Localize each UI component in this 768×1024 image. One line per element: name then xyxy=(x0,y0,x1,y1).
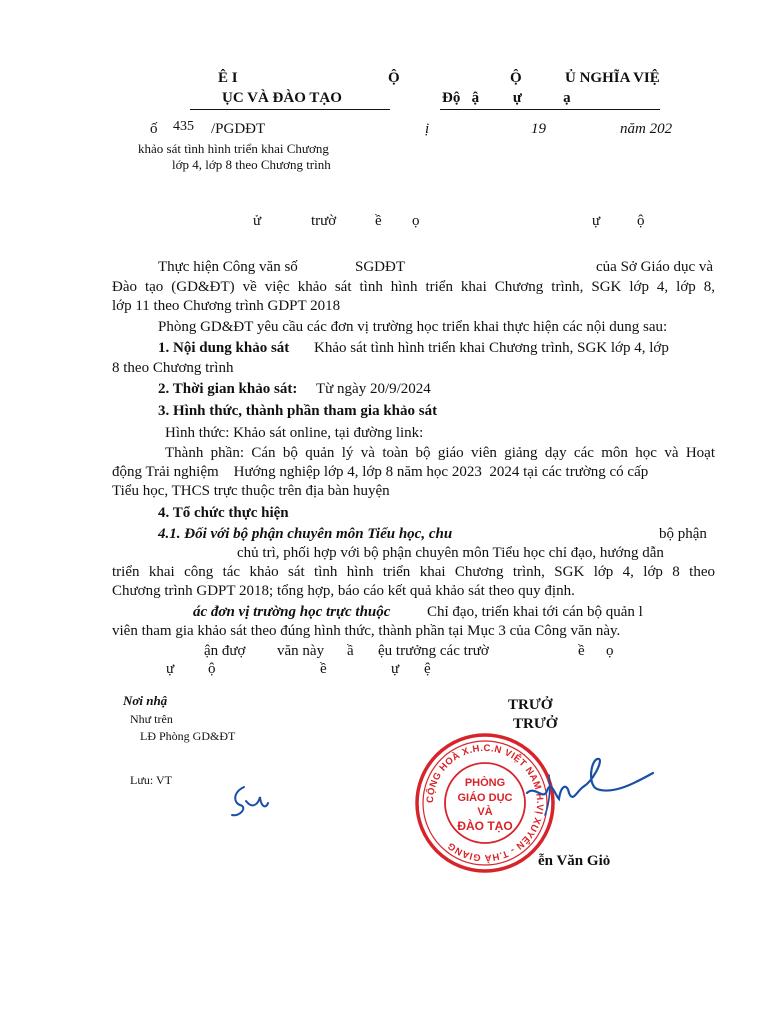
header-right-underline xyxy=(440,109,660,110)
date-place: ị xyxy=(425,121,430,137)
closing-2d: ự xyxy=(391,661,400,677)
motto-fragment-2: Ộ xyxy=(510,70,522,86)
recipient-part1: ử xyxy=(253,213,262,229)
section3-title: 3. Hình thức, thành phần tham gia khảo sát xyxy=(158,403,438,419)
closing-1d: ệu trưởng các trườ xyxy=(378,643,489,659)
subject-line2: lớp 4, lớp 8 theo Chương trình xyxy=(172,157,331,172)
p1-line1-a: Thực hiện Công văn số xyxy=(158,259,298,275)
closing-2b: ộ xyxy=(208,661,216,677)
date-year: năm 202 xyxy=(620,121,673,137)
section42-text: Chỉ đạo, triển khai tới cán bộ quản l xyxy=(427,604,643,620)
agency-name-line1: Ê I xyxy=(218,70,238,86)
closing-1c: ầ xyxy=(347,643,354,659)
p1-line3: lớp 11 theo Chương trình GDPT 2018 xyxy=(112,298,341,314)
signature-scribble-icon xyxy=(525,755,655,825)
section4-title: 4. Tổ chức thực hiện xyxy=(158,505,289,521)
closing-2c: ề xyxy=(320,661,327,677)
section41-right: bộ phận xyxy=(659,526,707,542)
p1-line1-b: SGDĐT xyxy=(355,259,406,275)
signer-name: ễn Văn Giỏ xyxy=(538,853,611,869)
section42-line2: viên tham gia khảo sát theo đúng hình thức, thành phần tại Mục 3 của Công văn này. xyxy=(112,623,621,639)
recipient-item-2: LĐ Phòng GD&ĐT xyxy=(140,729,236,743)
closing-1a: ận đượ xyxy=(204,643,246,659)
section2-text: Từ ngày 20/9/2024 xyxy=(316,381,431,397)
closing-2a: ự xyxy=(166,661,175,677)
subject-line1: khảo sát tình hình triển khai Chương xyxy=(138,141,329,156)
signer-title-line1: TRƯỞ xyxy=(508,697,553,713)
motto-fragment-1: Ộ xyxy=(388,70,400,86)
section41-title: 4.1. Đối với bộ phận chuyên môn Tiểu học, chu xyxy=(158,526,453,542)
recipient-part4: ọ xyxy=(412,213,420,229)
section2-title: 2. Thời gian khảo sát: xyxy=(158,381,298,397)
section41-line2: chủ trì, phối hợp với bộ phận chuyên môn Tiểu học chỉ đạo, hướng dẫn xyxy=(237,545,664,561)
closing-2e: ệ xyxy=(424,661,431,677)
seal-line2: GIÁO DỤC xyxy=(457,792,513,804)
section42-title: ác đơn vị trường học trực thuộc xyxy=(193,604,391,620)
recipient-part3: ề xyxy=(375,213,382,229)
section41-line4: Chương trình GDPT 2018; tổng hợp, báo cáo kết quả khảo sát theo quy định. xyxy=(112,583,575,599)
section41-line3: triển khai công tác khảo sát tình hình triển khai Chương trình, SGK lớp 4, lớp 8 theo xyxy=(112,564,715,580)
agency-name-line2: ỤC VÀ ĐÀO TẠO xyxy=(222,90,342,106)
recipient-item-1: Như trên xyxy=(130,712,173,726)
p1-line1-c: của Sở Giáo dục và xyxy=(596,259,714,275)
p1-line2: Đào tạo (GD&ĐT) về việc khảo sát tình hình triển khai Chương trình, SGK lớp 4, lớp 8, xyxy=(112,279,715,295)
section1-line2: 8 theo Chương trình xyxy=(112,360,234,376)
doc-number-prefix: ố xyxy=(150,121,158,137)
doc-number-suffix: /PGDĐT xyxy=(211,121,266,137)
section3-composition-line1: Thành phần: Cán bộ quản lý và toàn bộ giáo viên giảng dạy các môn học và Hoạt xyxy=(165,445,715,461)
initial-mark-icon xyxy=(230,783,270,823)
closing-1e: ề xyxy=(578,643,585,659)
section3-composition-line2: động Trải nghiệm Hướng nghiệp lớp 4, lớp 8 năm học 2023 2024 tại các trường có cấp xyxy=(112,464,649,480)
header-left-underline xyxy=(190,109,390,110)
recipient-part6: ộ xyxy=(637,213,645,229)
seal-line4: ĐÀO TẠO xyxy=(457,819,513,833)
section1-title: 1. Nội dung khảo sát xyxy=(158,340,290,356)
seal-line3: VÀ xyxy=(477,806,493,818)
recipients-title: Nơi nhậ xyxy=(123,693,168,708)
motto-fragment-3: Ủ NGHĨA VIỆ xyxy=(565,70,660,86)
recipient-part5: ự xyxy=(592,213,601,229)
p2-text: Phòng GD&ĐT yêu cầu các đơn vị trường học triển khai thực hiện các nội dung sau: xyxy=(158,319,668,335)
doc-number: 435 xyxy=(173,119,194,134)
seal-line1: PHÒNG xyxy=(464,777,506,789)
section1-text: Khảo sát tình hình triển khai Chương trình, SGK lớp 4, lớp xyxy=(314,340,669,356)
archive-note: Lưu: VT xyxy=(130,773,172,787)
closing-1f: ọ xyxy=(606,643,614,659)
recipient-part2: trườ xyxy=(311,213,337,229)
motto-line2: Độ ậ ự ạ xyxy=(442,90,571,106)
seal-ring-text: CỘNG HOÀ X.H.C.N VIỆT NAM H.VỊ XUYÊN - T.HÀ GIANG xyxy=(424,742,546,864)
section3-form: Hình thức: Khảo sát online, tại đường link: xyxy=(165,425,424,441)
signer-title-line2: TRƯỞ xyxy=(513,716,558,732)
section3-composition-line3: Tiểu học, THCS trực thuộc trên địa bàn huyện xyxy=(112,483,390,499)
date-day: 19 xyxy=(531,121,546,137)
closing-1b: văn này xyxy=(277,643,325,659)
